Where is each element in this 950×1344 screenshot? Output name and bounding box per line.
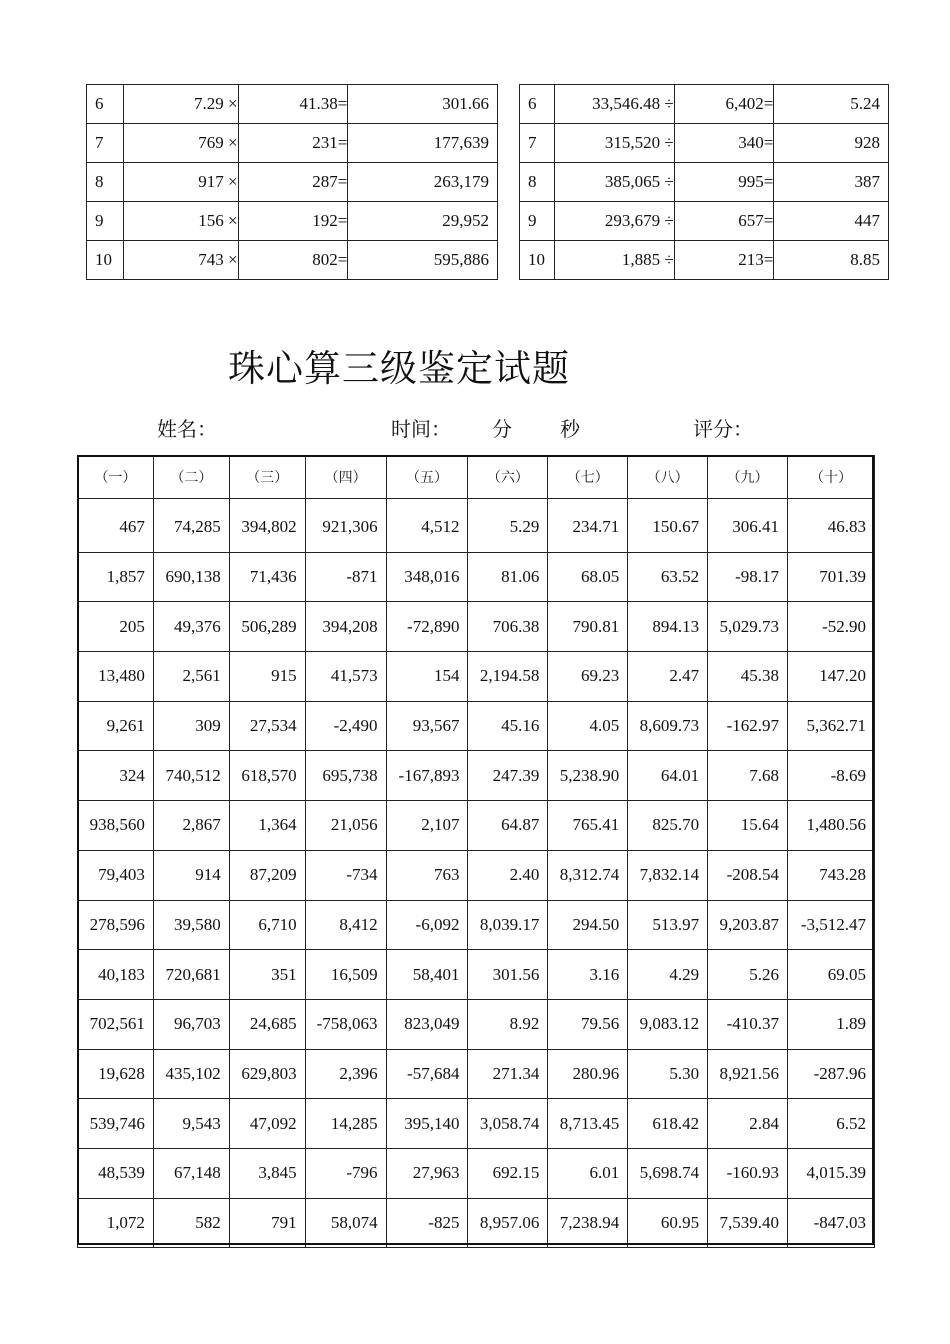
question-number: 7.68 bbox=[708, 751, 788, 801]
question-number: 763 bbox=[386, 850, 468, 900]
question-number: 294.50 bbox=[548, 900, 628, 950]
question-number: 69.23 bbox=[548, 652, 628, 702]
row-number: 7 bbox=[87, 124, 124, 163]
question-number: 16,509 bbox=[305, 950, 386, 1000]
table-row bbox=[78, 652, 875, 702]
table-row bbox=[78, 950, 875, 1000]
question-number: 47,092 bbox=[229, 1099, 305, 1149]
operand-b: 802= bbox=[238, 241, 348, 280]
question-number: 1,072 bbox=[78, 1198, 154, 1248]
operand-a: 1,885 ÷ bbox=[554, 241, 674, 280]
question-number: 4,015.39 bbox=[788, 1148, 875, 1198]
question-number: -2,490 bbox=[305, 701, 386, 751]
question-number: -8.69 bbox=[788, 751, 875, 801]
question-number: 2,867 bbox=[153, 801, 229, 851]
column-header: （八） bbox=[628, 456, 708, 499]
seconds-label: 秒 bbox=[560, 417, 580, 441]
question-number: -758,063 bbox=[305, 999, 386, 1049]
question-number: -871 bbox=[305, 552, 386, 602]
result: 5.24 bbox=[774, 85, 889, 124]
time-label: 时间： bbox=[391, 417, 451, 441]
question-number: 87,209 bbox=[229, 850, 305, 900]
question-number: -410.37 bbox=[708, 999, 788, 1049]
result: 263,179 bbox=[348, 163, 498, 202]
row-number: 9 bbox=[520, 202, 555, 241]
question-number: 825.70 bbox=[628, 801, 708, 851]
question-number: 394,802 bbox=[229, 499, 305, 553]
question-number: -57,684 bbox=[386, 1049, 468, 1099]
question-number: 9,083.12 bbox=[628, 999, 708, 1049]
question-number: 306.41 bbox=[708, 499, 788, 553]
operand-a: 33,546.48 ÷ bbox=[554, 85, 674, 124]
question-number: 60.95 bbox=[628, 1198, 708, 1248]
question-number: 582 bbox=[153, 1198, 229, 1248]
question-number: 706.38 bbox=[468, 602, 548, 652]
question-number: 5,698.74 bbox=[628, 1148, 708, 1198]
question-number: 1,364 bbox=[229, 801, 305, 851]
question-number: 5.29 bbox=[468, 499, 548, 553]
question-number: 74,285 bbox=[153, 499, 229, 553]
question-number: 791 bbox=[229, 1198, 305, 1248]
question-number: -796 bbox=[305, 1148, 386, 1198]
question-number: 49,376 bbox=[153, 602, 229, 652]
question-number: 9,261 bbox=[78, 701, 154, 751]
question-number: 3,058.74 bbox=[468, 1099, 548, 1149]
question-number: 27,534 bbox=[229, 701, 305, 751]
question-number: 938,560 bbox=[78, 801, 154, 851]
question-number: -98.17 bbox=[708, 552, 788, 602]
multiplication-row bbox=[87, 163, 498, 202]
question-number: 278,596 bbox=[78, 900, 154, 950]
question-number: 154 bbox=[386, 652, 468, 702]
question-number: 58,401 bbox=[386, 950, 468, 1000]
question-number: 71,436 bbox=[229, 552, 305, 602]
operand-a: 7.29 × bbox=[123, 85, 238, 124]
score-label: 评分： bbox=[693, 417, 753, 441]
column-header: （七） bbox=[548, 456, 628, 499]
question-number: 46.83 bbox=[788, 499, 875, 553]
question-number: -162.97 bbox=[708, 701, 788, 751]
operand-a: 315,520 ÷ bbox=[554, 124, 674, 163]
question-number: 96,703 bbox=[153, 999, 229, 1049]
question-number: 914 bbox=[153, 850, 229, 900]
question-number: -734 bbox=[305, 850, 386, 900]
operand-b: 995= bbox=[674, 163, 774, 202]
question-number: 324 bbox=[78, 751, 154, 801]
division-row bbox=[520, 163, 889, 202]
column-header: （五） bbox=[386, 456, 468, 499]
question-number: 58,074 bbox=[305, 1198, 386, 1248]
question-number: 8,312.74 bbox=[548, 850, 628, 900]
question-number: 394,208 bbox=[305, 602, 386, 652]
question-number: 64.01 bbox=[628, 751, 708, 801]
question-number: 702,561 bbox=[78, 999, 154, 1049]
result: 177,639 bbox=[348, 124, 498, 163]
question-number: 539,746 bbox=[78, 1099, 154, 1149]
result: 387 bbox=[774, 163, 889, 202]
question-number: 618,570 bbox=[229, 751, 305, 801]
question-number: 15.64 bbox=[708, 801, 788, 851]
question-number: 506,289 bbox=[229, 602, 305, 652]
question-number: 67,148 bbox=[153, 1148, 229, 1198]
question-number: -825 bbox=[386, 1198, 468, 1248]
question-number: 1,480.56 bbox=[788, 801, 875, 851]
question-number: -167,893 bbox=[386, 751, 468, 801]
question-number: 4,512 bbox=[386, 499, 468, 553]
table-row bbox=[78, 850, 875, 900]
row-number: 6 bbox=[520, 85, 555, 124]
question-number: 8,713.45 bbox=[548, 1099, 628, 1149]
question-number: 2,194.58 bbox=[468, 652, 548, 702]
question-number: 247.39 bbox=[468, 751, 548, 801]
question-number: 467 bbox=[78, 499, 154, 553]
division-row bbox=[520, 202, 889, 241]
question-number: 8,039.17 bbox=[468, 900, 548, 950]
table-row bbox=[78, 1049, 875, 1099]
question-number: 309 bbox=[153, 701, 229, 751]
division-row bbox=[520, 124, 889, 163]
operand-a: 293,679 ÷ bbox=[554, 202, 674, 241]
question-number: 39,580 bbox=[153, 900, 229, 950]
column-header: （三） bbox=[229, 456, 305, 499]
division-answer-table bbox=[519, 84, 889, 280]
question-number: 13,480 bbox=[78, 652, 154, 702]
question-number: 40,183 bbox=[78, 950, 154, 1000]
question-number: 765.41 bbox=[548, 801, 628, 851]
question-number: 6.52 bbox=[788, 1099, 875, 1149]
table-row bbox=[78, 701, 875, 751]
table-row bbox=[78, 552, 875, 602]
column-header: （十） bbox=[788, 456, 875, 499]
question-number: 79,403 bbox=[78, 850, 154, 900]
column-header: （六） bbox=[468, 456, 548, 499]
multiplication-answer-table bbox=[86, 84, 498, 280]
question-number: -287.96 bbox=[788, 1049, 875, 1099]
question-number: 45.38 bbox=[708, 652, 788, 702]
question-number: 921,306 bbox=[305, 499, 386, 553]
table-row bbox=[78, 900, 875, 950]
table-row bbox=[78, 1148, 875, 1198]
question-number: 695,738 bbox=[305, 751, 386, 801]
row-number: 6 bbox=[87, 85, 124, 124]
page-title: 珠心算三级鉴定试题 bbox=[228, 347, 570, 390]
row-number: 10 bbox=[520, 241, 555, 280]
operand-a: 769 × bbox=[123, 124, 238, 163]
operand-b: 287= bbox=[238, 163, 348, 202]
question-number: 41,573 bbox=[305, 652, 386, 702]
row-number: 8 bbox=[87, 163, 124, 202]
question-number: 1.89 bbox=[788, 999, 875, 1049]
result: 29,952 bbox=[348, 202, 498, 241]
question-number: 3,845 bbox=[229, 1148, 305, 1198]
table-row bbox=[78, 602, 875, 652]
question-number: 280.96 bbox=[548, 1049, 628, 1099]
question-number: -72,890 bbox=[386, 602, 468, 652]
question-number: 395,140 bbox=[386, 1099, 468, 1149]
question-number: 915 bbox=[229, 652, 305, 702]
question-number: -6,092 bbox=[386, 900, 468, 950]
question-number: 48,539 bbox=[78, 1148, 154, 1198]
division-row bbox=[520, 241, 889, 280]
question-number: 21,056 bbox=[305, 801, 386, 851]
question-number: 7,832.14 bbox=[628, 850, 708, 900]
column-header: （一） bbox=[78, 456, 154, 499]
column-header: （九） bbox=[708, 456, 788, 499]
question-number: 64.87 bbox=[468, 801, 548, 851]
result: 928 bbox=[774, 124, 889, 163]
question-number: 743.28 bbox=[788, 850, 875, 900]
question-number: 5,238.90 bbox=[548, 751, 628, 801]
operand-b: 213= bbox=[674, 241, 774, 280]
question-number: -160.93 bbox=[708, 1148, 788, 1198]
operand-a: 743 × bbox=[123, 241, 238, 280]
question-number: 513.97 bbox=[628, 900, 708, 950]
question-number: 720,681 bbox=[153, 950, 229, 1000]
question-number: 5.30 bbox=[628, 1049, 708, 1099]
multiplication-row bbox=[87, 241, 498, 280]
question-number: 301.56 bbox=[468, 950, 548, 1000]
question-number: 692.15 bbox=[468, 1148, 548, 1198]
question-number: 79.56 bbox=[548, 999, 628, 1049]
column-header: （四） bbox=[305, 456, 386, 499]
question-number: 2.40 bbox=[468, 850, 548, 900]
operand-a: 156 × bbox=[123, 202, 238, 241]
question-number: 45.16 bbox=[468, 701, 548, 751]
question-number: 7,238.94 bbox=[548, 1198, 628, 1248]
question-number: 63.52 bbox=[628, 552, 708, 602]
question-number: 790.81 bbox=[548, 602, 628, 652]
operand-b: 231= bbox=[238, 124, 348, 163]
question-number: 234.71 bbox=[548, 499, 628, 553]
question-number: 5,029.73 bbox=[708, 602, 788, 652]
question-number: 8,412 bbox=[305, 900, 386, 950]
exam-question-grid bbox=[77, 455, 875, 1248]
question-number: 690,138 bbox=[153, 552, 229, 602]
question-number: 629,803 bbox=[229, 1049, 305, 1099]
question-number: -3,512.47 bbox=[788, 900, 875, 950]
table-row bbox=[78, 1198, 875, 1248]
question-number: 19,628 bbox=[78, 1049, 154, 1099]
question-number: 348,016 bbox=[386, 552, 468, 602]
question-number: 2,396 bbox=[305, 1049, 386, 1099]
question-number: 8,957.06 bbox=[468, 1198, 548, 1248]
question-number: 4.29 bbox=[628, 950, 708, 1000]
operand-b: 41.38= bbox=[238, 85, 348, 124]
question-number: 6.01 bbox=[548, 1148, 628, 1198]
question-number: 618.42 bbox=[628, 1099, 708, 1149]
operand-a: 385,065 ÷ bbox=[554, 163, 674, 202]
question-number: 68.05 bbox=[548, 552, 628, 602]
question-number: 2,107 bbox=[386, 801, 468, 851]
question-number: 7,539.40 bbox=[708, 1198, 788, 1248]
row-number: 10 bbox=[87, 241, 124, 280]
question-number: 2,561 bbox=[153, 652, 229, 702]
result: 595,886 bbox=[348, 241, 498, 280]
question-number: 93,567 bbox=[386, 701, 468, 751]
question-number: 27,963 bbox=[386, 1148, 468, 1198]
question-number: 3.16 bbox=[548, 950, 628, 1000]
question-number: 271.34 bbox=[468, 1049, 548, 1099]
question-number: 6,710 bbox=[229, 900, 305, 950]
question-number: 4.05 bbox=[548, 701, 628, 751]
result: 301.66 bbox=[348, 85, 498, 124]
table-row bbox=[78, 999, 875, 1049]
table-row bbox=[78, 801, 875, 851]
question-number: 150.67 bbox=[628, 499, 708, 553]
row-number: 8 bbox=[520, 163, 555, 202]
question-number: 9,203.87 bbox=[708, 900, 788, 950]
multiplication-row bbox=[87, 85, 498, 124]
operand-a: 917 × bbox=[123, 163, 238, 202]
row-number: 9 bbox=[87, 202, 124, 241]
question-number: -208.54 bbox=[708, 850, 788, 900]
table-row bbox=[78, 1099, 875, 1149]
question-number: 24,685 bbox=[229, 999, 305, 1049]
question-number: 205 bbox=[78, 602, 154, 652]
result: 447 bbox=[774, 202, 889, 241]
question-number: 435,102 bbox=[153, 1049, 229, 1099]
name-label: 姓名： bbox=[157, 417, 217, 441]
question-number: 69.05 bbox=[788, 950, 875, 1000]
question-number: 740,512 bbox=[153, 751, 229, 801]
division-row bbox=[520, 85, 889, 124]
row-number: 7 bbox=[520, 124, 555, 163]
question-number: 5.26 bbox=[708, 950, 788, 1000]
question-number: 147.20 bbox=[788, 652, 875, 702]
question-number: 8,921.56 bbox=[708, 1049, 788, 1099]
question-number: 2.47 bbox=[628, 652, 708, 702]
table-row bbox=[78, 751, 875, 801]
multiplication-row bbox=[87, 202, 498, 241]
question-number: 8.92 bbox=[468, 999, 548, 1049]
question-number: 701.39 bbox=[788, 552, 875, 602]
result: 8.85 bbox=[774, 241, 889, 280]
operand-b: 192= bbox=[238, 202, 348, 241]
operand-b: 340= bbox=[674, 124, 774, 163]
operand-b: 657= bbox=[674, 202, 774, 241]
column-header: （二） bbox=[153, 456, 229, 499]
question-number: 1,857 bbox=[78, 552, 154, 602]
question-number: 823,049 bbox=[386, 999, 468, 1049]
question-number: 2.84 bbox=[708, 1099, 788, 1149]
table-row bbox=[78, 499, 875, 553]
question-number: 894.13 bbox=[628, 602, 708, 652]
question-number: 9,543 bbox=[153, 1099, 229, 1149]
question-number: 14,285 bbox=[305, 1099, 386, 1149]
question-number: -847.03 bbox=[788, 1198, 875, 1248]
operand-b: 6,402= bbox=[674, 85, 774, 124]
multiplication-row bbox=[87, 124, 498, 163]
question-number: 5,362.71 bbox=[788, 701, 875, 751]
question-number: 8,609.73 bbox=[628, 701, 708, 751]
question-number: -52.90 bbox=[788, 602, 875, 652]
question-number: 81.06 bbox=[468, 552, 548, 602]
minutes-label: 分 bbox=[492, 417, 512, 441]
question-number: 351 bbox=[229, 950, 305, 1000]
